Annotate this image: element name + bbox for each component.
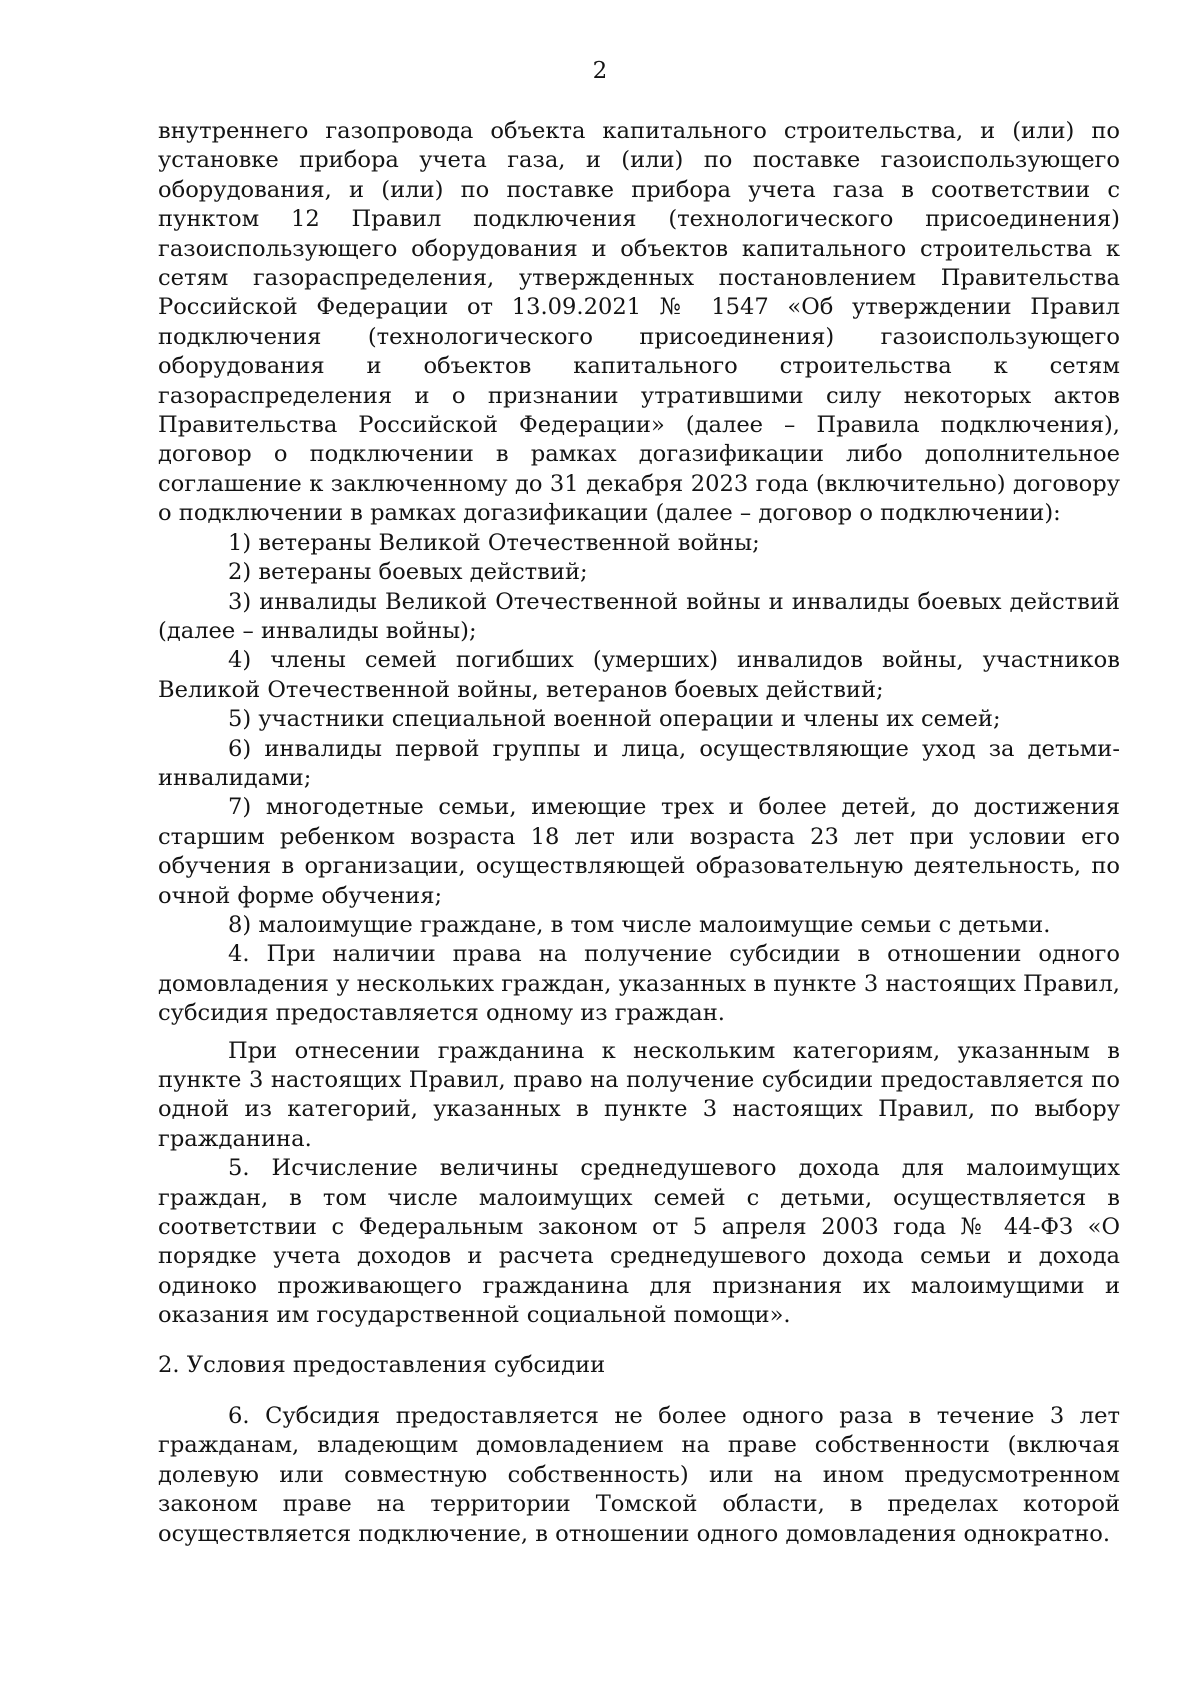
list-item-2: 2) ветераны боевых действий; <box>228 559 588 586</box>
clause-4-paragraph-2: При отнесении гражданина к нескольким категориям, указанным в пункте 3 настоящих Правил, право на получение субсидии предоставляется по одной из категорий, указанных в пункте 3 настоящих Правил, по выбору гражданина. <box>158 1037 1120 1152</box>
clause-5: 5. Исчисление величины среднедушевого дохода для малоимущих граждан, в том числе малоимущих семей с детьми, осуществляется в соответствии с Федеральным законом от 5 апреля 2003 года № 44-ФЗ «О порядке учета доходов и расчета среднедушевого дохода семьи и дохода одиноко проживающего гражданина для признания их малоимущими и оказания им государственной социальной помощи». <box>158 1155 1120 1329</box>
list-item-5: 5) участники специальной военной операции и члены их семей; <box>228 706 1001 733</box>
list-item-4: 4) члены семей погибших (умерших) инвалидов войны, участников Великой Отечественной войны, ветеранов боевых действий; <box>158 647 1120 703</box>
list-item-1: 1) ветераны Великой Отечественной войны; <box>228 529 760 556</box>
clause-6: 6. Субсидия предоставляется не более одного раза в течение 3 лет гражданам, владеющим домовладением на праве собственности (включая долевую или совместную собственность) или на ином предусмотренном законом праве на территории Томской области, в пределах которой осуществляется подключение, в отношении одного домовладения однократно. <box>158 1403 1120 1547</box>
section-heading: 2. Условия предоставления субсидии <box>158 1351 606 1378</box>
list-item-7: 7) многодетные семьи, имеющие трех и более детей, до достижения старшим ребенком возраста 18 лет или возраста 23 лет при условии его обучения в организации, осуществляющей образовательную деятельность, по очной форме обучения; <box>158 794 1120 909</box>
list-item-8: 8) малоимущие граждане, в том числе малоимущие семьи с детьми. <box>228 911 1051 938</box>
list-item-3: 3) инвалиды Великой Отечественной войны и инвалиды боевых действий (далее – инвалиды войны); <box>158 588 1120 644</box>
document-body <box>158 117 1120 1549</box>
clause-4: 4. При наличии права на получение субсидии в отношении одного домовладения у нескольких граждан, указанных в пункте 3 настоящих Правил, субсидия предоставляется одному из граждан. <box>158 941 1120 1027</box>
paragraph-continuation: внутреннего газопровода объекта капитального строительства, и (или) по установке прибора учета газа, и (или) по поставке газоиспользующего оборудования, и (или) по поставке прибора учета газа в соответствии с пунктом 12 Правил подключения (технологического присоединения) газоиспользующего оборудования и объектов капитального строительства к сетям газораспределения, утвержденных постановлением Правительства Российской Федерации от 13.09.2021 № 1547 «Об утверждении Правил подключения (технологического присоединения) газоиспользующего оборудования и объектов капитального строительства к сетям газораспределения и о признании утратившими силу некоторых актов Правительства Российской Федерации» (далее – Правила подключения), договор о подключении в рамках догазификации либо дополнительное соглашение к заключенному до 31 декабря 2023 года (включительно) договору о подключении в рамках догазификации (далее – договор о подключении): <box>158 118 1120 527</box>
page-number: 2 <box>592 58 608 84</box>
list-item-6: 6) инвалиды первой группы и лица, осуществляющие уход за детьми-инвалидами; <box>158 735 1120 791</box>
